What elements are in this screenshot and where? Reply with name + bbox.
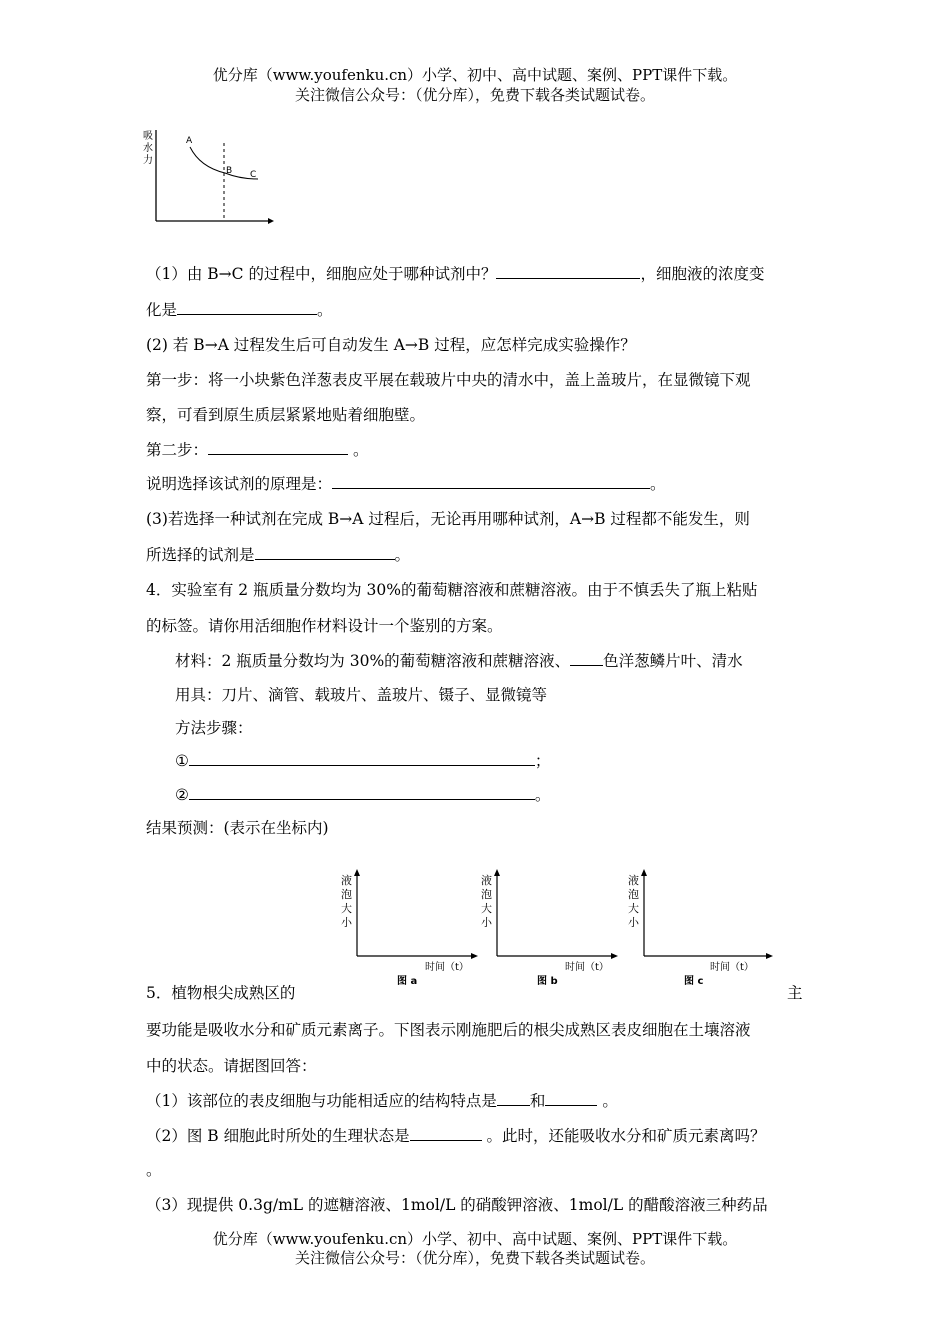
q5-line1-start: 5．植物根尖成熟区的 [146, 984, 296, 1002]
fig1-ylabel-char: 力 [143, 155, 153, 166]
graph-c-ylabel-char: 大 [628, 902, 639, 915]
page-footer-line2: 关注微信公众号：（优分库），免费下载各类试题试卷。 [294, 1249, 655, 1267]
answer-blank[interactable] [410, 1126, 482, 1141]
fig1-ylabel-char: 吸 [143, 131, 153, 142]
graph-c-xlabel: 时间（t） [710, 962, 754, 973]
graph-c-caption: 图 c [684, 976, 704, 987]
q3-sub2: (2) 若 B→A 过程发生后可自动发生 A→B 过程，应怎样完成实验操作？ [146, 336, 636, 354]
q3-step1-line2: 察，可看到原生质层紧紧地贴着细胞壁。 [146, 406, 426, 424]
graph-b-ylabel-char: 大 [481, 902, 492, 915]
page-header-line2: 关注微信公众号：（优分库），免费下载各类试题试卷。 [294, 86, 655, 104]
graph-a-ylabel-char: 泡 [341, 888, 352, 901]
graph-c-ylabel-char: 小 [628, 916, 639, 929]
answer-blank[interactable] [208, 440, 348, 455]
page-footer-line1: 优分库（www.youfenku.cn）小学、初中、高中试题、案例、PPT课件下载。 [212, 1230, 738, 1248]
q4-step2: ② 。 [175, 786, 551, 804]
q3-step2: 第二步： 。 [146, 441, 369, 459]
answer-blank[interactable] [177, 300, 317, 315]
prediction-graph-a [335, 868, 485, 988]
q3-step1-line1: 第一步：将一小块紫色洋葱表皮平展在载玻片中央的清水中，盖上盖玻片，在显微镜下观 [146, 371, 751, 389]
q3-sub1-line1: （1）由 B→C 的过程中，细胞应处于哪种试剂中？ ，细胞液的浓度变 [146, 265, 765, 283]
graph-c-ylabel-char: 泡 [628, 888, 639, 901]
q4-line1: 4．实验室有 2 瓶质量分数均为 30%的葡萄糖溶液和蔗糖溶液。由于不慎丢失了瓶上粘贴 [146, 581, 758, 599]
q5-sub2-end: 。 [146, 1161, 162, 1179]
q5-sub3: （3）现提供 0.3g/mL 的遮糖溶液、1mol/L 的硝酸钾溶液、1mol/L 的醋酸溶液三种药品 [146, 1196, 768, 1214]
fig1-ylabel-char: 水 [143, 143, 153, 154]
answer-blank[interactable] [332, 474, 650, 489]
q5-line1-end: 主 [787, 984, 803, 1002]
graph-b-xlabel: 时间（t） [565, 962, 609, 973]
answer-blank[interactable] [497, 1091, 530, 1106]
fig1-point-b: B [226, 166, 233, 176]
answer-blank[interactable] [189, 785, 535, 800]
prediction-graph-b [475, 868, 625, 988]
q3-principle: 说明选择该试剂的原理是： 。 [146, 475, 666, 493]
answer-blank[interactable] [189, 751, 535, 766]
prediction-graph-c [622, 868, 782, 988]
graph-a-ylabel-char: 大 [341, 902, 352, 915]
page-header-line1: 优分库（www.youfenku.cn）小学、初中、高中试题、案例、PPT课件下载。 [212, 66, 738, 84]
fig1-point-a: A [186, 136, 193, 146]
q4-tools: 用具：刀片、滴管、载玻片、盖玻片、镊子、显微镜等 [175, 686, 548, 704]
water-absorption-figure [140, 125, 280, 230]
graph-a-caption: 图 a [397, 976, 418, 987]
graph-c-ylabel-char: 液 [628, 874, 639, 887]
q5-sub1: （1）该部位的表皮细胞与功能相适应的结构特点是 和 。 [146, 1092, 618, 1110]
graph-b-caption: 图 b [537, 976, 558, 987]
answer-blank[interactable] [545, 1091, 597, 1106]
q4-method: 方法步骤： [175, 719, 253, 737]
q4-prediction: 结果预测：(表示在坐标内) [146, 819, 329, 837]
q3-sub3-line1: (3)若选择一种试剂在完成 B→A 过程后，无论再用哪种试剂，A→B 过程都不能发生，则 [146, 510, 750, 528]
q5-sub2: （2）图 B 细胞此时所处的生理状态是 。此时，还能吸收水分和矿质元素离吗？ [146, 1127, 766, 1145]
q5-line3: 中的状态。请据图回答： [146, 1057, 317, 1075]
answer-blank[interactable] [255, 545, 395, 560]
q3-sub1-line2: 化是 。 [146, 301, 333, 319]
graph-a-ylabel-char: 液 [341, 874, 352, 887]
graph-b-ylabel-char: 小 [481, 916, 492, 929]
q3-sub3-line2: 所选择的试剂是 。 [146, 546, 411, 564]
graph-b-ylabel-char: 液 [481, 874, 492, 887]
fig1-point-c: C [250, 170, 257, 180]
graph-b-ylabel-char: 泡 [481, 888, 492, 901]
q4-step1: ① ； [175, 752, 551, 770]
answer-blank[interactable] [496, 264, 640, 279]
graph-a-ylabel-char: 小 [341, 916, 352, 929]
graph-a-xlabel: 时间（t） [425, 962, 469, 973]
q5-line2: 要功能是吸收水分和矿质元素离子。下图表示刚施肥后的根尖成熟区表皮细胞在土壤溶液 [146, 1021, 751, 1039]
q4-materials: 材料：2 瓶质量分数均为 30%的葡萄糖溶液和蔗糖溶液、 色洋葱鳞片叶、清水 [175, 652, 743, 670]
answer-blank[interactable] [570, 651, 603, 666]
q4-line2: 的标签。请你用活细胞作材料设计一个鉴别的方案。 [146, 617, 503, 635]
